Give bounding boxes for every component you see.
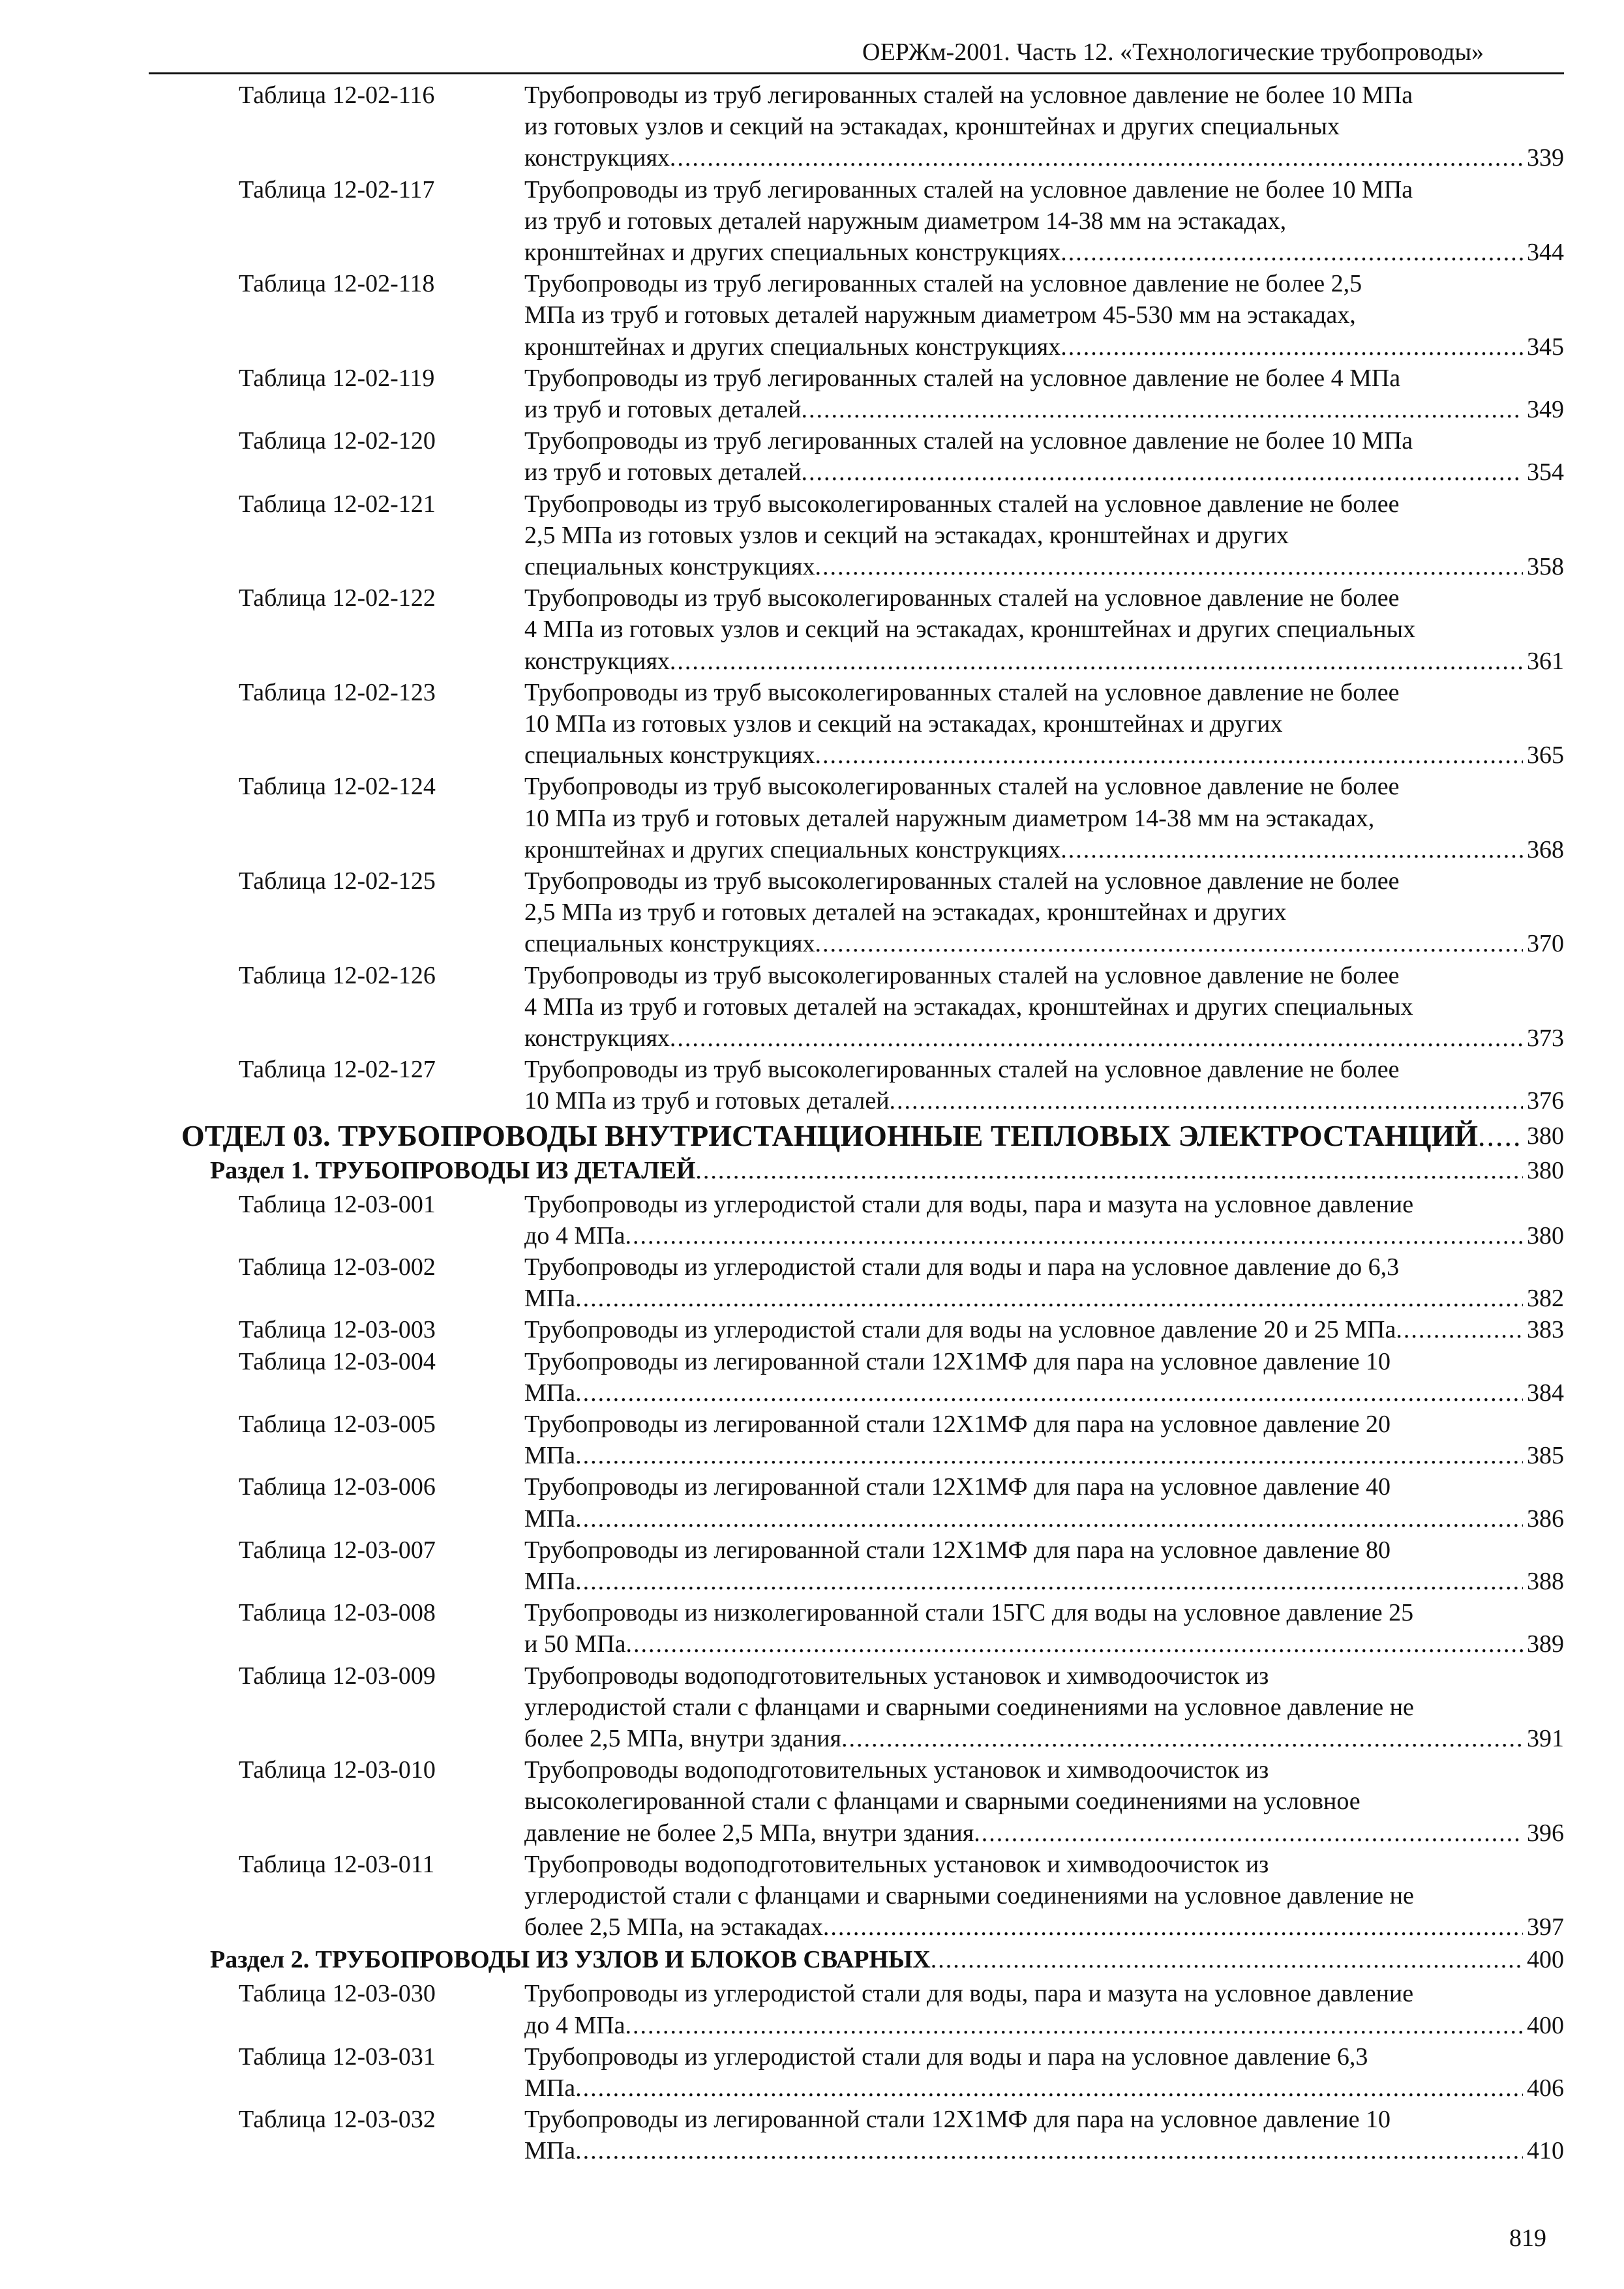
toc-table-label: Таблица 12-03-030 (239, 1980, 436, 2008)
toc-entry-row[interactable] (524, 2072, 1564, 2104)
toc-page-ref: 388 (1527, 1568, 1564, 1595)
toc-table-label: Таблица 12-02-124 (239, 773, 436, 801)
toc-entry-text: углеродистой стали с фланцами и сварными соединениями на условное давление не (524, 1882, 1414, 1909)
toc-entry-text: МПа (524, 1504, 576, 1533)
toc-entry-text: Трубопроводы водоподготовительных установок и химводоочисток из (524, 1756, 1269, 1784)
toc-page-ref: 368 (1527, 835, 1564, 863)
toc-entry-row[interactable] (524, 394, 1564, 426)
dot-leader (670, 142, 1523, 174)
toc-page-ref: 345 (1527, 333, 1564, 361)
dot-leader (1060, 331, 1523, 363)
toc-entry-text: 4 МПа из труб и готовых деталей на эстакадах, кронштейнах и других специальных (524, 993, 1413, 1021)
toc-entry-row[interactable] (524, 551, 1564, 583)
toc-table-label: Таблица 12-03-032 (239, 2106, 436, 2134)
toc-entry-text: Трубопроводы из легированной стали 12Х1МФ для пара на условное давление 40 (524, 1473, 1391, 1501)
toc-entry-text: 10 МПа из труб и готовых деталей (524, 1087, 890, 1115)
toc-table-label: Таблица 12-03-007 (239, 1536, 436, 1564)
toc-entry-text: МПа (524, 1379, 576, 1407)
toc-table-label: Таблица 12-03-003 (239, 1316, 436, 1344)
toc-entry-text: Трубопроводы из труб высоколегированных сталей на условное давление не более (524, 773, 1400, 801)
toc-entry-text: 2,5 МПа из готовых узлов и секций на эстакадах, кронштейнах и других (524, 521, 1289, 549)
toc-entry-text: МПа из труб и готовых деталей наружным диаметром 45-530 мм на эстакадах, (524, 301, 1356, 329)
toc-entry-row[interactable] (524, 331, 1564, 363)
toc-table-label: Таблица 12-03-002 (239, 1253, 436, 1281)
toc-entry-row[interactable] (524, 928, 1564, 960)
toc-page-ref: 410 (1527, 2137, 1564, 2165)
dot-leader (974, 1818, 1523, 1849)
toc-entry-text: Трубопроводы из труб легированных сталей на условное давление не более 4 МПа (524, 364, 1401, 392)
toc-entry-text: кронштейнах и других специальных конструкциях (524, 835, 1061, 863)
dot-leader (575, 2072, 1523, 2104)
toc-entry-text: конструкциях (524, 647, 670, 675)
toc-entry-text: Трубопроводы из труб легированных сталей на условное давление не более 10 МПа (524, 82, 1413, 109)
toc-entry-row[interactable] (524, 1911, 1564, 1943)
toc-entry-row[interactable] (524, 1085, 1564, 1117)
dot-leader (625, 1220, 1523, 1252)
toc-table-label: Таблица 12-03-005 (239, 1411, 436, 1438)
toc-entry-text: 10 МПа из труб и готовых деталей наружным диаметром 14-38 мм на эстакадах, (524, 804, 1375, 832)
toc-entry-text: МПа (524, 1568, 576, 1595)
toc-page-ref: 361 (1527, 647, 1564, 675)
toc-table-label: Таблица 12-02-117 (239, 175, 435, 203)
toc-table-label: Таблица 12-03-006 (239, 1473, 436, 1501)
toc-page-ref: 376 (1527, 1087, 1564, 1115)
toc-table-label: Таблица 12-02-120 (239, 427, 436, 455)
page-number: 819 (1509, 2224, 1546, 2252)
dot-leader (1478, 1118, 1523, 1154)
toc-page-ref: 380 (1527, 1122, 1564, 1150)
toc-page-ref: 354 (1527, 458, 1564, 486)
toc-page-ref: 389 (1527, 1630, 1564, 1658)
toc-entry-text: специальных конструкциях (524, 553, 815, 580)
toc-entry-text: МПа (524, 2074, 576, 2102)
toc-entry-row[interactable] (524, 1023, 1564, 1055)
dot-leader (575, 1377, 1523, 1409)
toc-table-label: Таблица 12-02-121 (239, 490, 436, 518)
toc-entry-row[interactable] (524, 1503, 1564, 1535)
toc-page-ref: 380 (1527, 1221, 1564, 1249)
toc-table-label: Таблица 12-03-009 (239, 1662, 436, 1690)
toc-entry-text: кронштейнах и других специальных конструкциях (524, 239, 1061, 266)
dot-leader (670, 646, 1523, 678)
toc-entry-text: из готовых узлов и секций на эстакадах, кронштейнах и других специальных (524, 113, 1340, 141)
toc-entry-text: Трубопроводы из труб высоколегированных сталей на условное давление не более (524, 1056, 1400, 1084)
toc-page-ref: 383 (1527, 1316, 1564, 1344)
toc-entry-row[interactable] (524, 1566, 1564, 1598)
toc-table-label: Таблица 12-03-010 (239, 1756, 436, 1784)
toc-page-ref: 384 (1527, 1379, 1564, 1407)
toc-entry-text: более 2,5 МПа, на эстакадах (524, 1913, 823, 1941)
toc-entry-row[interactable] (524, 1440, 1564, 1472)
toc-page-ref: 370 (1527, 930, 1564, 958)
dot-leader (823, 1911, 1523, 1943)
toc-table-label: Таблица 12-02-127 (239, 1056, 436, 1084)
toc-page-ref: 396 (1527, 1819, 1564, 1847)
toc-table-label: Таблица 12-03-031 (239, 2042, 436, 2071)
toc-entry-text: 10 МПа из готовых узлов и секций на эстакадах, кронштейнах и других (524, 710, 1283, 738)
toc-table-label: Таблица 12-02-119 (239, 364, 435, 392)
dot-leader (575, 2135, 1523, 2167)
toc-page-ref: 391 (1527, 1725, 1564, 1752)
toc-table-label: Таблица 12-02-122 (239, 584, 436, 612)
toc-entry-text: высоколегированной стали с фланцами и сварными соединениями на условное (524, 1788, 1361, 1816)
toc-entry-text: Трубопроводы из углеродистой стали для воды на условное давление 20 и 25 МПа (524, 1316, 1396, 1344)
toc-entry-text: Трубопроводы из легированной стали 12Х1МФ для пара на условное давление 10 (524, 2106, 1391, 2134)
toc-entry-text: Трубопроводы из труб высоколегированных сталей на условное давление не более (524, 678, 1400, 706)
toc-page-ref: 373 (1527, 1025, 1564, 1052)
toc-entry-text: Трубопроводы из углеродистой стали для воды, пара и мазута на условное давление (524, 1190, 1414, 1218)
toc-entry-text: Трубопроводы из легированной стали 12Х1МФ для пара на условное давление 20 (524, 1411, 1391, 1438)
toc-entry-text: Трубопроводы из труб высоколегированных сталей на условное давление не более (524, 584, 1400, 612)
toc-table-label: Таблица 12-02-118 (239, 270, 435, 298)
toc-entry-row[interactable] (524, 456, 1564, 488)
toc-entry-row[interactable] (524, 740, 1564, 771)
toc-entry-text: более 2,5 МПа, внутри здания (524, 1725, 841, 1752)
toc-entry-text: Трубопроводы из низколегированной стали 15ГС для воды на условное давление 25 (524, 1599, 1414, 1627)
toc-entry-text: до 4 МПа (524, 2011, 625, 2039)
toc-page-ref: 386 (1527, 1504, 1564, 1533)
dot-leader (890, 1085, 1523, 1117)
toc-entry-row[interactable] (524, 1314, 1564, 1346)
toc-entry-text: специальных конструкциях (524, 741, 815, 770)
dot-leader (815, 928, 1523, 960)
toc-entry-text: Трубопроводы из легированной стали 12Х1МФ для пара на условное давление 80 (524, 1536, 1391, 1564)
toc-table-label: Таблица 12-03-004 (239, 1347, 436, 1375)
dot-leader (575, 1283, 1523, 1315)
dot-leader (1396, 1314, 1523, 1346)
dot-leader (625, 1628, 1523, 1660)
toc-entry-text: Трубопроводы из труб легированных сталей на условное давление не более 10 МПа (524, 427, 1413, 455)
dot-leader (1060, 237, 1523, 269)
toc-entry-row[interactable] (524, 1220, 1564, 1252)
toc-table-label: Таблица 12-02-126 (239, 961, 436, 989)
toc-table-label: Таблица 12-03-008 (239, 1599, 436, 1627)
toc-entry-text: 4 МПа из готовых узлов и секций на эстакадах, кронштейнах и других специальных (524, 616, 1416, 644)
toc-entry-text: конструкциях (524, 1025, 670, 1052)
dot-leader (575, 1503, 1523, 1535)
toc-section-heading[interactable] (210, 1944, 1564, 1976)
toc-entry-row[interactable] (524, 237, 1564, 269)
dot-leader (801, 456, 1523, 488)
toc-entry-text: давление не более 2,5 МПа, внутри здания (524, 1819, 974, 1847)
toc-page-ref: 358 (1527, 553, 1564, 580)
dot-leader (575, 1566, 1523, 1598)
toc-entry-text: Трубопроводы из труб высоколегированных сталей на условное давление не более (524, 867, 1400, 895)
toc-table-label: Таблица 12-02-125 (239, 867, 436, 895)
dot-leader (801, 394, 1523, 426)
toc-entry-text: Трубопроводы из труб легированных сталей на условное давление не более 2,5 (524, 270, 1362, 298)
toc-entry-text: МПа (524, 2137, 576, 2165)
toc-entry-text: МПа (524, 1442, 576, 1470)
toc-department-heading[interactable] (181, 1118, 1564, 1154)
toc-entry-text: специальных конструкциях (524, 930, 815, 958)
toc-page-ref: 380 (1527, 1156, 1564, 1184)
toc-page-ref: 406 (1527, 2074, 1564, 2102)
toc-table-label: Таблица 12-03-011 (239, 1850, 435, 1878)
toc-entry-row[interactable] (524, 2010, 1564, 2042)
dot-leader (695, 1155, 1523, 1187)
dot-leader (575, 1440, 1523, 1472)
toc-entry-text: Трубопроводы из труб высоколегированных сталей на условное давление не более (524, 490, 1400, 518)
toc-entry-row[interactable] (524, 1723, 1564, 1755)
toc-entry-text: Трубопроводы из углеродистой стали для воды и пара на условное давление 6,3 (524, 2042, 1368, 2071)
toc-entry-text: Трубопроводы водоподготовительных установок и химводоочисток из (524, 1662, 1269, 1690)
section-title: Раздел 1. ТРУБОПРОВОДЫ ИЗ ДЕТАЛЕЙ (210, 1156, 696, 1184)
toc-entry-row[interactable] (524, 1818, 1564, 1849)
dot-leader (815, 551, 1523, 583)
toc-table-label: Таблица 12-02-116 (239, 82, 435, 109)
toc-section-heading[interactable] (210, 1155, 1564, 1187)
dot-leader (815, 740, 1523, 771)
toc-entry-text: Трубопроводы из легированной стали 12Х1МФ для пара на условное давление 10 (524, 1347, 1391, 1375)
department-title: ОТДЕЛ 03. ТРУБОПРОВОДЫ ВНУТРИСТАНЦИОННЫЕ ТЕПЛОВЫХ ЭЛЕКТРОСТАНЦИЙ (181, 1118, 1479, 1152)
toc-entry-text: Трубопроводы из углеродистой стали для воды, пара и мазута на условное давление (524, 1980, 1414, 2008)
toc-page-ref: 385 (1527, 1442, 1564, 1470)
toc-entry-text: из труб и готовых деталей (524, 396, 802, 423)
toc-page-ref: 400 (1527, 1946, 1564, 1974)
toc-entry-text: МПа (524, 1285, 576, 1313)
running-header: ОЕРЖм-2001. Часть 12. «Технологические трубопроводы» (862, 38, 1484, 66)
toc-entry-text: до 4 МПа (524, 1221, 625, 1249)
toc-table-label: Таблица 12-03-001 (239, 1190, 436, 1218)
toc-page-ref: 344 (1527, 239, 1564, 266)
toc-entry-text: из труб и готовых деталей (524, 458, 802, 486)
toc-entry-text: Трубопроводы из труб высоколегированных сталей на условное давление не более (524, 961, 1400, 989)
dot-leader (670, 1023, 1523, 1055)
toc-entry-text: конструкциях (524, 144, 670, 172)
toc-page-ref: 382 (1527, 1285, 1564, 1313)
toc-page-ref: 397 (1527, 1913, 1564, 1941)
toc-entry-row[interactable] (524, 834, 1564, 866)
dot-leader (931, 1944, 1523, 1976)
toc-page-ref: 349 (1527, 396, 1564, 423)
toc-entry-text: Трубопроводы водоподготовительных установок и химводоочисток из (524, 1850, 1269, 1878)
section-title: Раздел 2. ТРУБОПРОВОДЫ ИЗ УЗЛОВ И БЛОКОВ СВАРНЫХ (210, 1946, 931, 1974)
toc-page-ref: 365 (1527, 741, 1564, 770)
toc-entry-text: Трубопроводы из углеродистой стали для воды и пара на условное давление до 6,3 (524, 1253, 1400, 1281)
toc-entry-text: Трубопроводы из труб легированных сталей на условное давление не более 10 МПа (524, 175, 1413, 203)
toc-entry-row[interactable] (524, 1628, 1564, 1660)
toc-entry-text: и 50 МПа (524, 1630, 626, 1658)
toc-entry-row[interactable] (524, 142, 1564, 174)
toc-entry-text: 2,5 МПа из труб и готовых деталей на эстакадах, кронштейнах и других (524, 899, 1287, 927)
toc-entry-row[interactable] (524, 1283, 1564, 1315)
toc-page-ref: 400 (1527, 2011, 1564, 2039)
toc-entry-row[interactable] (524, 2135, 1564, 2167)
toc-entry-text: кронштейнах и других специальных конструкциях (524, 333, 1061, 361)
toc-page-ref: 339 (1527, 144, 1564, 172)
dot-leader (625, 2010, 1523, 2042)
dot-leader (1060, 834, 1523, 866)
toc-entry-text: из труб и готовых деталей наружным диаметром 14-38 мм на эстакадах, (524, 207, 1287, 235)
toc-entry-row[interactable] (524, 646, 1564, 678)
toc-table-label: Таблица 12-02-123 (239, 678, 436, 706)
toc-entry-row[interactable] (524, 1377, 1564, 1409)
toc-entry-text: углеродистой стали с фланцами и сварными соединениями на условное давление не (524, 1693, 1414, 1721)
dot-leader (841, 1723, 1523, 1755)
